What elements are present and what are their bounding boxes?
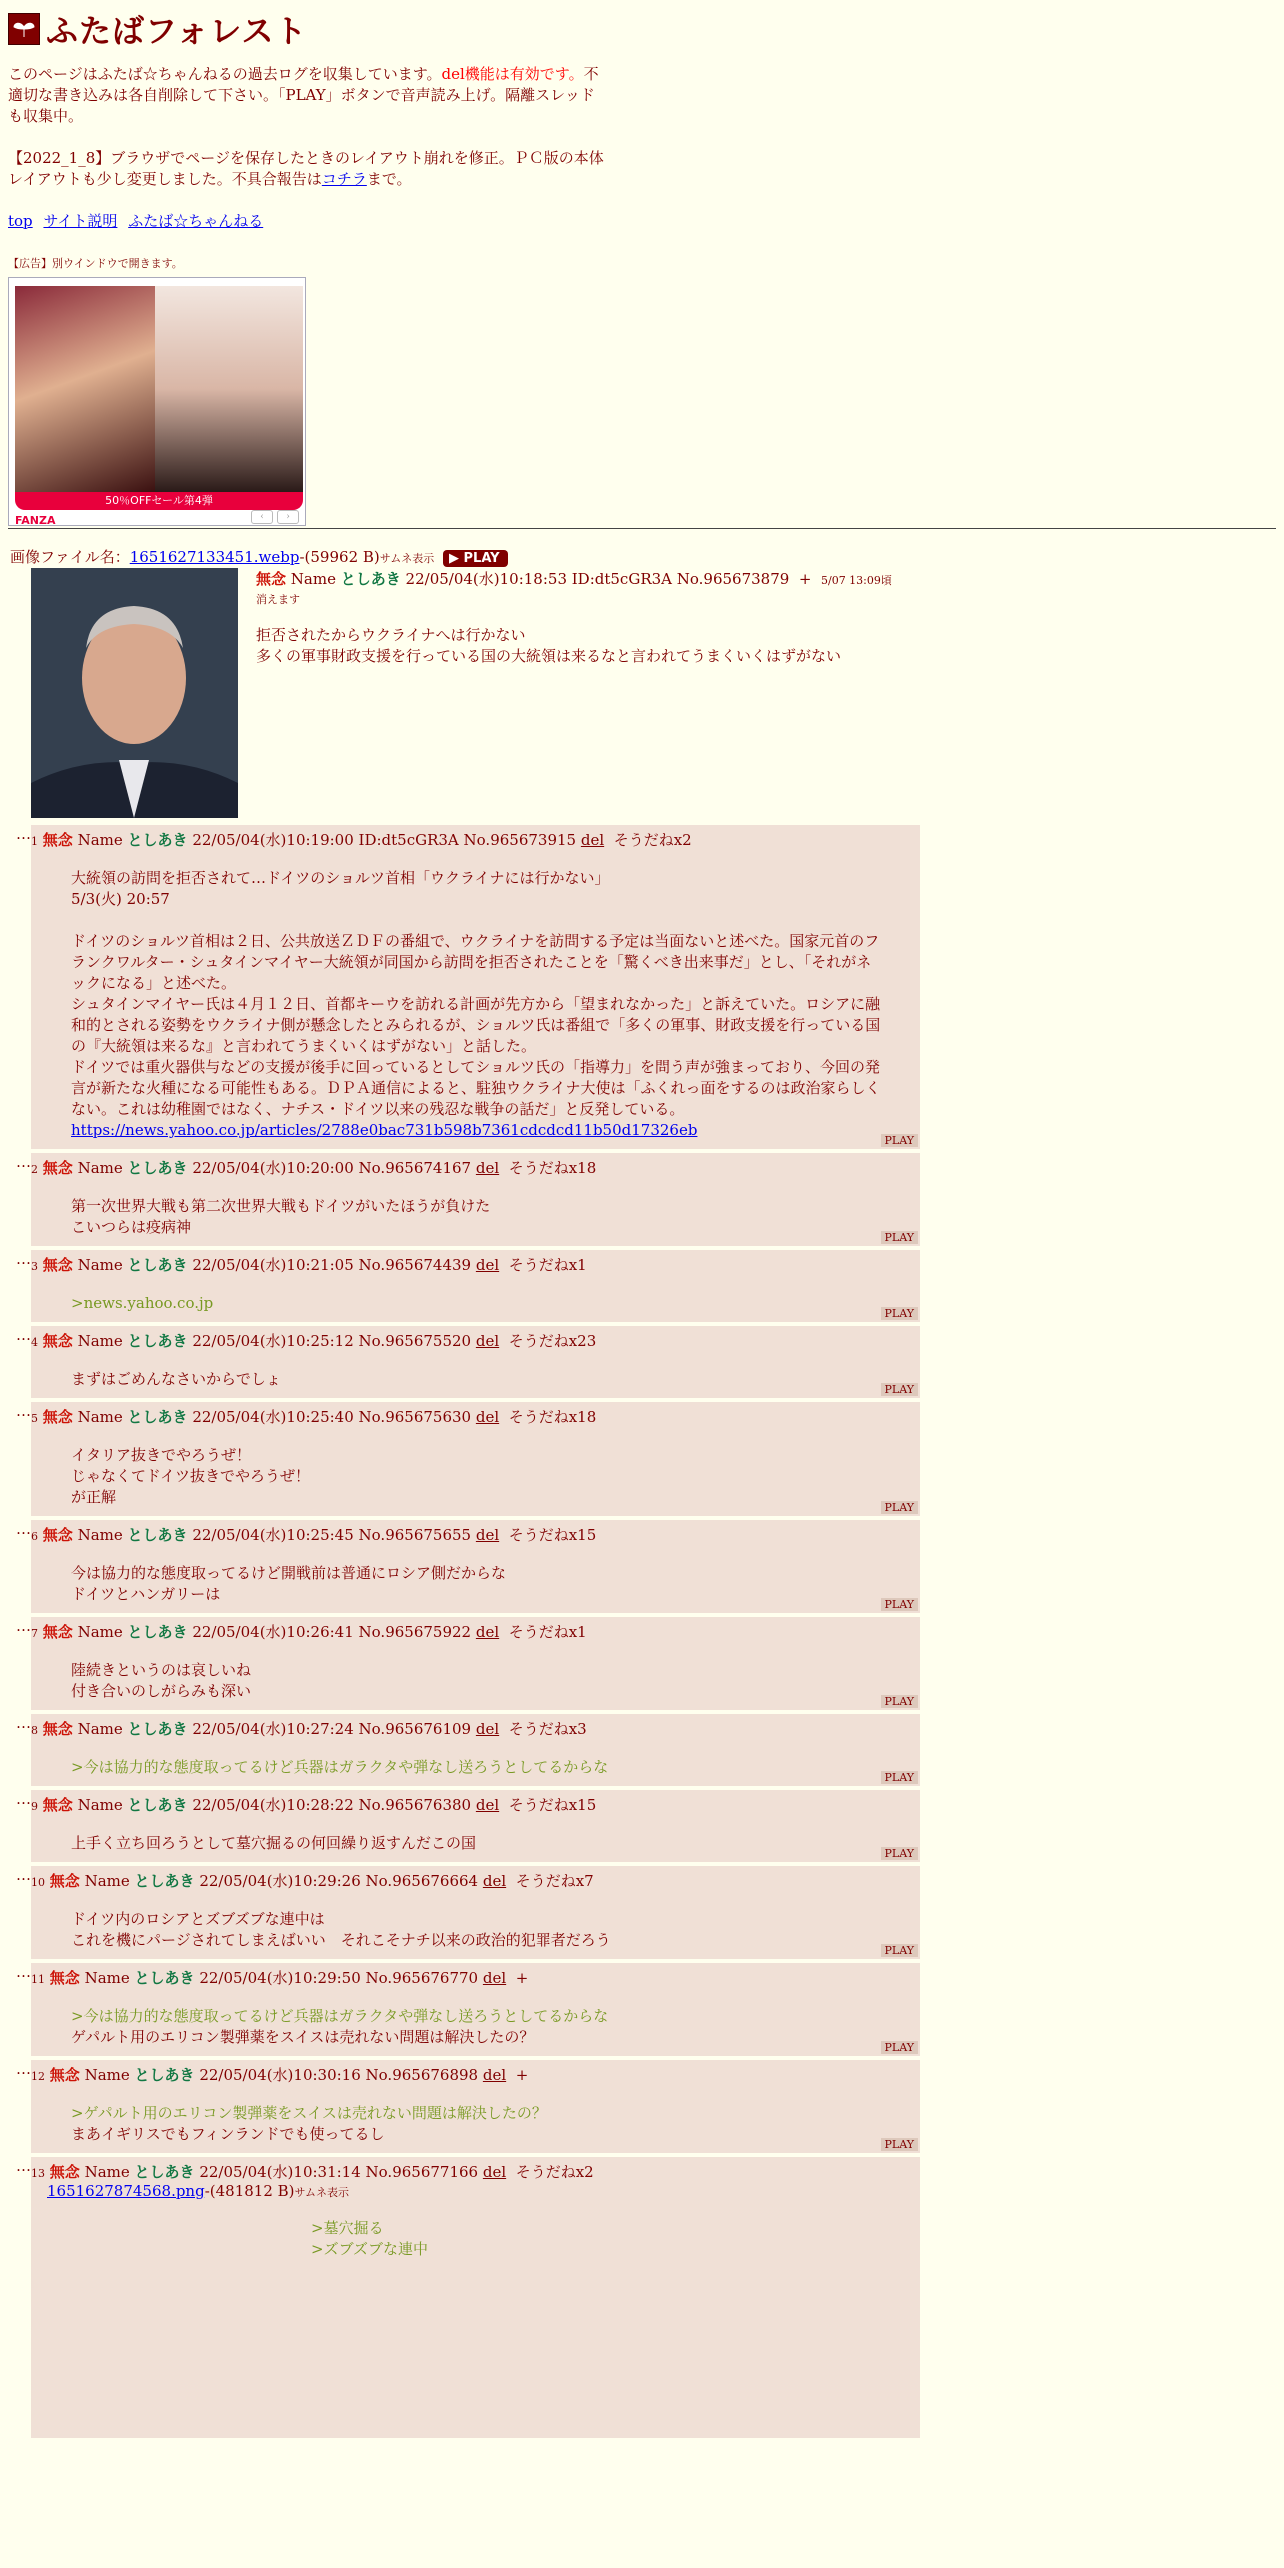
reply-play-button[interactable]: PLAY — [881, 1598, 918, 1611]
reply-marker: … — [16, 2060, 31, 2078]
reply-name-label: Name — [77, 1256, 123, 1274]
reply-url-link[interactable]: https://news.yahoo.co.jp/articles/2788e0bac731b598b7361cdcdcd11b50d17326eb — [71, 1121, 698, 1139]
reply-play-button[interactable]: PLAY — [881, 1847, 918, 1860]
ad-sale-bar[interactable]: 50％OFFセール第4弾 — [15, 492, 303, 510]
del-link[interactable]: del — [475, 1408, 500, 1426]
reply-name: としあき — [127, 1720, 188, 1738]
del-link[interactable]: del — [475, 1796, 500, 1814]
futaba-leaf-icon — [8, 13, 40, 45]
del-link[interactable]: del — [475, 1720, 500, 1738]
reply-post — [31, 2060, 920, 2153]
reply-row — [8, 825, 920, 1149]
del-link[interactable]: del — [580, 831, 605, 849]
reply-image-space — [31, 2268, 920, 2438]
op-file-size: -(59962 B) — [299, 548, 380, 566]
reply-info: 22/05/04(水)10:25:45 No.965675655 — [192, 1526, 472, 1544]
reply-post — [31, 1326, 920, 1398]
reply-text: まずはごめんなさいからでしょ — [71, 1370, 281, 1388]
reply-text: 陸続きというのは哀しいね 付き合いのしがらみも深い — [71, 1661, 252, 1700]
reply-subject: 無念 — [42, 1796, 73, 1814]
reply-row — [8, 1520, 920, 1613]
sodane-button[interactable]: + — [515, 1969, 529, 1987]
update-notice: 【2022_1_8】ブラウザでページを保存したときのレイアウト崩れを修正。ＰＣ版の本体レイアウトも少し変更しました。不具合報告は — [8, 149, 604, 188]
reply-header — [31, 1330, 920, 1351]
reply-marker: … — [16, 1963, 31, 1981]
reply-row — [8, 1866, 920, 1959]
reply-marker: … — [16, 1153, 31, 1171]
op-message: 拒否されたからウクライナへは行かない 多くの軍事財政支援を行っている国の大統領は来るなと言われてうまくいくはずがない — [256, 626, 842, 665]
reply-info: 22/05/04(水)10:28:22 No.965676380 — [192, 1796, 472, 1814]
reply-message — [71, 1369, 881, 1390]
reply-name-label: Name — [77, 1623, 123, 1641]
del-notice: del機能は有効です。 — [441, 65, 584, 83]
reply-post — [31, 1520, 920, 1613]
report-link[interactable]: コチラ — [321, 170, 367, 188]
reply-number: 10 — [31, 1876, 45, 1889]
reply-text: ゲパルト用のエリコン製弾薬をスイスは売れない問題は解決したの？ — [71, 2028, 535, 2046]
reply-subject: 無念 — [42, 831, 73, 849]
del-link[interactable]: del — [475, 1623, 500, 1641]
nav-futaba-link[interactable]: ふたば☆ちゃんねる — [128, 212, 264, 230]
reply-name: としあき — [134, 2066, 195, 2084]
reply-quote: >ゲパルト用のエリコン製弾薬をスイスは売れない問題は解決したの？ — [71, 2104, 547, 2122]
reply-header — [31, 1621, 920, 1642]
reply-info: 22/05/04(水)10:30:16 No.965676898 — [199, 2066, 479, 2084]
reply-name-label: Name — [84, 1872, 130, 1890]
reply-header — [31, 2161, 920, 2182]
reply-info: 22/05/04(水)10:29:50 No.965676770 — [199, 1969, 479, 1987]
reply-name-label: Name — [77, 1408, 123, 1426]
reply-header — [31, 1524, 920, 1545]
nav-about-link[interactable]: サイト説明 — [43, 212, 118, 230]
sodane-button[interactable]: そうだねx18 — [508, 1159, 597, 1177]
reply-play-button[interactable]: PLAY — [881, 1944, 918, 1957]
reply-post — [31, 825, 920, 1149]
reply-play-button[interactable]: PLAY — [881, 1134, 918, 1147]
reply-row — [8, 1617, 920, 1710]
reply-row — [8, 1326, 920, 1398]
reply-row — [8, 2157, 920, 2438]
reply-message — [311, 2218, 1121, 2260]
reply-name-label: Name — [77, 1796, 123, 1814]
op-name-label: Name — [290, 570, 336, 588]
reply-number: 2 — [31, 1163, 38, 1176]
reply-row — [8, 1153, 920, 1246]
site-header — [8, 6, 608, 526]
reply-message — [71, 1660, 881, 1702]
op-post — [10, 546, 910, 665]
reply-file-link[interactable]: 1651627874568.png — [47, 2182, 205, 2200]
reply-info: 22/05/04(水)10:20:00 No.965674167 — [192, 1159, 472, 1177]
reply-number: 3 — [31, 1260, 38, 1273]
reply-info: 22/05/04(水)10:19:00 ID:dt5cGR3A No.965673915 — [192, 831, 577, 849]
reply-post — [31, 1866, 920, 1959]
reply-row — [8, 2060, 920, 2153]
reply-marker: … — [16, 1617, 31, 1635]
reply-marker: … — [16, 1790, 31, 1808]
site-title: ふたばフォレスト — [46, 12, 308, 50]
reply-text: イタリア抜きでやろうぜ！ じゃなくてドイツ抜きでやろうぜ！ が正解 — [71, 1446, 310, 1506]
reply-subject: 無念 — [42, 1526, 73, 1544]
op-expire: 5/07 13:09頃消えます — [256, 574, 892, 606]
reply-name: としあき — [127, 1159, 188, 1177]
reply-subject: 無念 — [49, 2066, 80, 2084]
reply-quote: >news.yahoo.co.jp — [71, 1294, 214, 1312]
ad-banner[interactable] — [8, 277, 306, 526]
reply-row — [8, 1963, 920, 2056]
reply-name-label: Name — [84, 1969, 130, 1987]
reply-number: 1 — [31, 835, 38, 848]
reply-number: 4 — [31, 1336, 38, 1349]
sodane-button[interactable]: そうだねx2 — [515, 2163, 594, 2181]
reply-text: 大統領の訪問を拒否されて…ドイツのショルツ首相「ウクライナには行かない」 5/3(火) 20:57 ドイツのショルツ首相は２日、公共放送ＺＤＦの番組で、ウクライナを訪問する予定は当面ないと述べた。国家元首のフランクワルター・シュタインマイヤー大統領が同国から訪問を拒否されたことを「驚くべき出来事だ」とし、「それがネックになる」と述べた。 シュタインマイヤー氏は４月１２日、首都キーウを訪れる計画が先方から「望まれなかった」と訴えていた。ロシアに融和的とされる姿勢をウクライナ側が懸念したとみられるが、ショルツ氏は番組で「多くの軍事、財政支援を行っている国の『大統領は来るな』と言われてうまくいくはずがない」と話した。 ドイツでは重火器供与などの支援が後手に回っているとしてショルツ氏の「指導力」を問う声が強まっており、今回の発言が新たな火種になる可能性もある。ＤＰＡ通信によると、駐独ウクライナ大使は「ふくれっ面をするのは政治家らしくない。これは幼稚園ではなく、ナチス・ドイツ以来の残忍な戦争の話だ」と反発している。 — [71, 869, 881, 1118]
reply-message — [71, 1757, 881, 1778]
op-plus-button[interactable]: + — [798, 570, 812, 588]
reply-quote: >今は協力的な態度取ってるけど兵器はガラクタや弾なし送ろうとしてるからな — [71, 2007, 609, 2025]
sodane-button[interactable]: そうだねx3 — [508, 1720, 587, 1738]
reply-post — [31, 1250, 920, 1322]
reply-name: としあき — [134, 1969, 195, 1987]
op-thumbnail[interactable] — [31, 568, 238, 818]
sodane-button[interactable]: そうだねx15 — [508, 1796, 597, 1814]
intro-text: このページはふたば☆ちゃんねるの過去ログを収集しています。 — [8, 65, 442, 83]
reply-name: としあき — [127, 1526, 188, 1544]
reply-header — [31, 1967, 920, 1988]
sodane-button[interactable]: そうだねx7 — [515, 1872, 594, 1890]
reply-number: 9 — [31, 1800, 38, 1813]
reply-name-label: Name — [84, 2066, 130, 2084]
reply-info: 22/05/04(水)10:26:41 No.965675922 — [192, 1623, 472, 1641]
reply-message — [71, 1293, 881, 1314]
reply-marker: … — [16, 1402, 31, 1420]
reply-name: としあき — [127, 1408, 188, 1426]
op-play-button[interactable]: ▶ PLAY — [443, 550, 508, 567]
reply-info: 22/05/04(水)10:25:12 No.965675520 — [192, 1332, 472, 1350]
divider — [8, 528, 1276, 529]
reply-subject: 無念 — [49, 1969, 80, 1987]
reply-text: まあイギリスでもフィンランドでも使ってるし — [71, 2125, 385, 2143]
reply-header — [31, 1254, 920, 1275]
reply-subject: 無念 — [42, 1256, 73, 1274]
file-label: 画像ファイル名： — [10, 548, 130, 566]
op-subject: 無念 — [256, 570, 287, 588]
reply-subject: 無念 — [42, 1332, 73, 1350]
op-name: としあき — [340, 570, 401, 588]
reply-message — [71, 1833, 881, 1854]
reply-name-label: Name — [77, 831, 123, 849]
reply-row — [8, 1402, 920, 1516]
reply-info: 22/05/04(水)10:21:05 No.965674439 — [192, 1256, 472, 1274]
reply-name: としあき — [134, 1872, 195, 1890]
reply-marker: … — [16, 1866, 31, 1884]
reply-text: 今は協力的な態度取ってるけど開戦前は普通にロシア側だからな ドイツとハンガリーは — [71, 1564, 507, 1603]
del-link[interactable]: del — [475, 1159, 500, 1177]
sodane-button[interactable]: + — [515, 2066, 529, 2084]
reply-play-button[interactable]: PLAY — [881, 2041, 918, 2054]
reply-list — [8, 825, 920, 2442]
reply-number: 11 — [31, 1973, 45, 1986]
nav-top-link[interactable]: top — [8, 212, 33, 230]
sodane-button[interactable]: そうだねx2 — [613, 831, 692, 849]
reply-header — [31, 1718, 920, 1739]
reply-name-label: Name — [77, 1720, 123, 1738]
reply-row — [8, 1790, 920, 1862]
reply-subject: 無念 — [42, 1408, 73, 1426]
reply-name: としあき — [127, 1796, 188, 1814]
op-play-label: PLAY — [463, 550, 500, 566]
reply-subject: 無念 — [42, 1159, 73, 1177]
reply-text: 上手く立ち回ろうとして墓穴掘るの何回繰り返すんだこの国 — [71, 1834, 477, 1852]
intro-text-2: 不適切な書き込みは各自削除して下さい。「PLAY」ボタンで音声読み上げ。隔離スレッドも収集中。 — [8, 65, 599, 125]
op-file-link[interactable]: 1651627133451.webp — [129, 548, 300, 566]
sodane-button[interactable]: そうだねx1 — [508, 1256, 587, 1274]
reply-number: 5 — [31, 1412, 38, 1425]
op-header — [256, 568, 896, 607]
reply-post — [31, 1714, 920, 1786]
reply-play-button[interactable]: PLAY — [881, 1695, 918, 1708]
reply-marker: … — [16, 1520, 31, 1538]
next-arrow-icon[interactable]: › — [277, 510, 299, 524]
reply-name: としあき — [127, 1332, 188, 1350]
reply-number: 12 — [31, 2070, 45, 2083]
reply-marker: … — [16, 1714, 31, 1732]
reply-play-button[interactable]: PLAY — [881, 1383, 918, 1396]
reply-post — [31, 1402, 920, 1516]
reply-subject: 無念 — [42, 1623, 73, 1641]
reply-number: 6 — [31, 1530, 38, 1543]
reply-name-label: Name — [77, 1332, 123, 1350]
reply-name-label: Name — [77, 1526, 123, 1544]
reply-post — [31, 2157, 920, 2438]
reply-info: 22/05/04(水)10:31:14 No.965677166 — [199, 2163, 479, 2181]
reply-file-size: -(481812 B) — [204, 2182, 295, 2200]
reply-info: 22/05/04(水)10:25:40 No.965675630 — [192, 1408, 472, 1426]
del-link[interactable]: del — [482, 2163, 507, 2181]
reply-subject: 無念 — [49, 1872, 80, 1890]
reply-name: としあき — [127, 831, 188, 849]
reply-marker: … — [16, 1326, 31, 1344]
reply-text: ドイツ内のロシアとズブズブな連中は これを機にパージされてしまえばいい それこそナチ以来の政治的犯罪者だろう — [71, 1910, 611, 1949]
sodane-button[interactable]: そうだねx1 — [508, 1623, 587, 1641]
reply-message — [71, 1196, 881, 1238]
op-body — [256, 568, 896, 667]
del-link[interactable]: del — [475, 1256, 500, 1274]
reply-text: 第一次世界大戦も第二次世界大戦もドイツがいたほうが負けた こいつらは疫病神 — [71, 1197, 491, 1236]
reply-header — [31, 829, 920, 850]
ad-label: 【広告】別ウインドウで開きます。 — [8, 257, 183, 270]
reply-info: 22/05/04(水)10:27:24 No.965676109 — [192, 1720, 472, 1738]
del-link[interactable]: del — [482, 1872, 507, 1890]
reply-name: としあき — [127, 1256, 188, 1274]
reply-play-button[interactable]: PLAY — [881, 1231, 918, 1244]
reply-message — [71, 1563, 881, 1605]
site-intro — [8, 64, 608, 190]
reply-number: 8 — [31, 1724, 38, 1737]
reply-name-label: Name — [84, 2163, 130, 2181]
reply-play-button[interactable]: PLAY — [881, 1771, 918, 1784]
reply-marker: … — [16, 825, 31, 843]
reply-name-label: Name — [77, 1159, 123, 1177]
reply-row — [8, 1714, 920, 1786]
reply-name: としあき — [134, 2163, 195, 2181]
reply-subject: 無念 — [49, 2163, 80, 2181]
reply-thumb-toggle[interactable]: サムネ表示 — [294, 2186, 349, 2199]
reply-play-button[interactable]: PLAY — [881, 2138, 918, 2151]
reply-header — [31, 1870, 920, 1891]
portrait-image — [31, 568, 238, 818]
reply-message — [71, 1909, 881, 1951]
update-notice-end: まで。 — [366, 170, 412, 188]
sodane-button[interactable]: そうだねx15 — [508, 1526, 597, 1544]
reply-header — [31, 1157, 920, 1178]
op-file-line — [10, 546, 910, 567]
op-datetime: 22/05/04(水)10:18:53 ID:dt5cGR3A No.965673879 — [405, 570, 790, 588]
reply-post — [31, 1617, 920, 1710]
reply-number: 13 — [31, 2167, 45, 2180]
reply-header — [31, 1406, 920, 1427]
thumb-toggle[interactable]: サムネ表示 — [379, 552, 435, 565]
del-link[interactable]: del — [482, 1969, 507, 1987]
reply-play-button[interactable]: PLAY — [881, 1307, 918, 1320]
reply-file-line — [47, 2182, 920, 2200]
del-link[interactable]: del — [475, 1332, 500, 1350]
reply-post — [31, 1153, 920, 1246]
top-nav — [8, 210, 608, 231]
reply-header — [31, 1794, 920, 1815]
del-link[interactable]: del — [482, 2066, 507, 2084]
reply-play-button[interactable]: PLAY — [881, 1501, 918, 1514]
reply-post — [31, 1963, 920, 2056]
reply-info: 22/05/04(水)10:29:26 No.965676664 — [199, 1872, 479, 1890]
reply-message — [71, 868, 881, 1141]
reply-quote: >今は協力的な態度取ってるけど兵器はガラクタや弾なし送ろうとしてるからな — [71, 1758, 609, 1776]
reply-marker: … — [16, 1250, 31, 1268]
reply-quote: >墓穴掘る >ズブズブな連中 — [311, 2219, 428, 2258]
reply-message — [71, 2006, 881, 2048]
reply-message — [71, 1445, 881, 1508]
del-link[interactable]: del — [475, 1526, 500, 1544]
reply-message — [71, 2103, 881, 2145]
reply-subject: 無念 — [42, 1720, 73, 1738]
reply-row — [8, 1250, 920, 1322]
sodane-button[interactable]: そうだねx18 — [508, 1408, 597, 1426]
reply-post — [31, 1790, 920, 1862]
ad-image[interactable] — [15, 286, 303, 492]
ad-carousel-controls — [251, 510, 299, 524]
sodane-button[interactable]: そうだねx23 — [508, 1332, 597, 1350]
reply-name: としあき — [127, 1623, 188, 1641]
reply-header — [31, 2064, 920, 2085]
reply-number: 7 — [31, 1627, 38, 1640]
title-row — [8, 6, 608, 52]
prev-arrow-icon[interactable]: ‹ — [251, 510, 273, 524]
fanza-logo: FANZA — [15, 514, 56, 527]
reply-marker: … — [16, 2157, 31, 2175]
